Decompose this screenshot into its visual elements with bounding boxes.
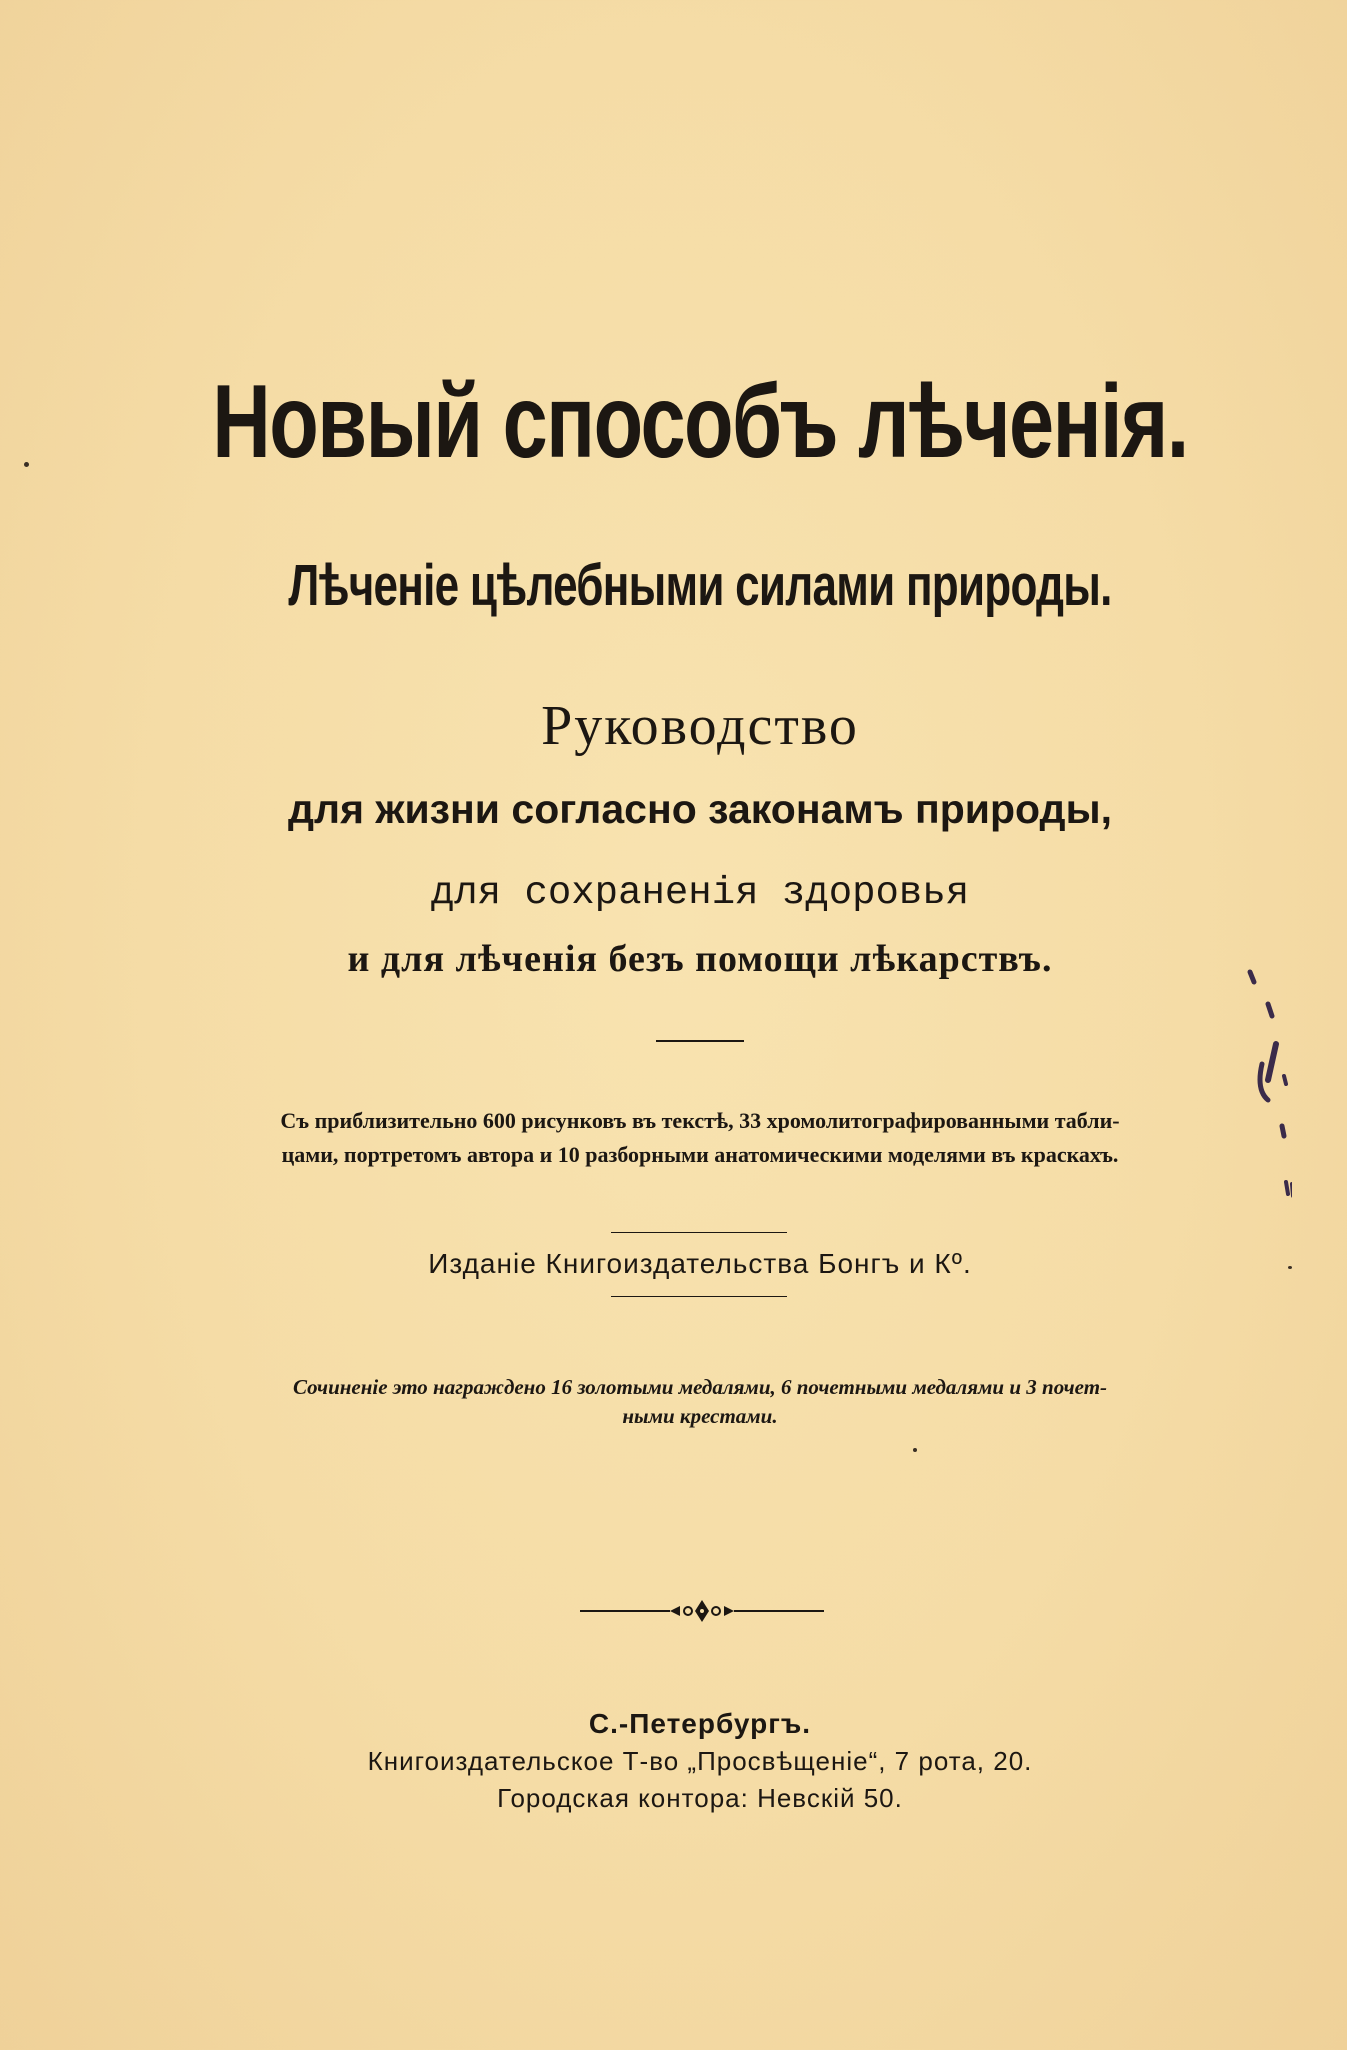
guide-line-3: и для лѣченія безъ помощи лѣкарствъ. — [347, 938, 1053, 980]
imprint-city: С.-Петербургъ. — [588, 1708, 812, 1739]
book-title: Новый способъ лѣченія. — [212, 364, 1188, 480]
guide-heading: Руководство — [541, 695, 859, 757]
publisher-rule-top — [611, 1232, 787, 1233]
illustrations-note-line-1: Съ приблизительно 600 рисунковъ въ текстѣ, 33 хромолитографированными табли- — [280, 1108, 1120, 1133]
illustrations-note-line-2: цами, портретомъ автора и 10 разборными анатомическими моделями въ краскахъ. — [281, 1142, 1119, 1167]
paper-speck — [1288, 1266, 1292, 1269]
short-divider — [656, 1040, 744, 1042]
publisher-rule-bottom — [611, 1296, 787, 1297]
publisher-note: Изданіе Книгоиздательства Бонгъ и Кº. — [428, 1248, 972, 1279]
guide-line-1: для жизни согласно законамъ природы, — [288, 786, 1112, 832]
paper-speck — [913, 1448, 917, 1452]
ornament-divider-icon — [580, 1596, 824, 1626]
paper-speck — [24, 462, 29, 467]
book-subtitle: Лѣченіе цѣлебными силами природы. — [288, 553, 1112, 618]
guide-line-2: для сохраненія здоровья — [430, 871, 970, 915]
imprint-address-2: Городская контора: Невскій 50. — [497, 1783, 903, 1813]
award-note-line-1: Сочиненіе это награждено 16 золотыми медалями, 6 почетными медалями и 3 почет- — [292, 1375, 1108, 1399]
award-note-line-2: ными крестами. — [622, 1404, 778, 1428]
imprint-address-1: Книгоиздательское Т-во „Просвѣщеніе“, 7 рота, 20. — [367, 1746, 1033, 1776]
handwritten-margin-marks-icon — [1232, 960, 1292, 1210]
